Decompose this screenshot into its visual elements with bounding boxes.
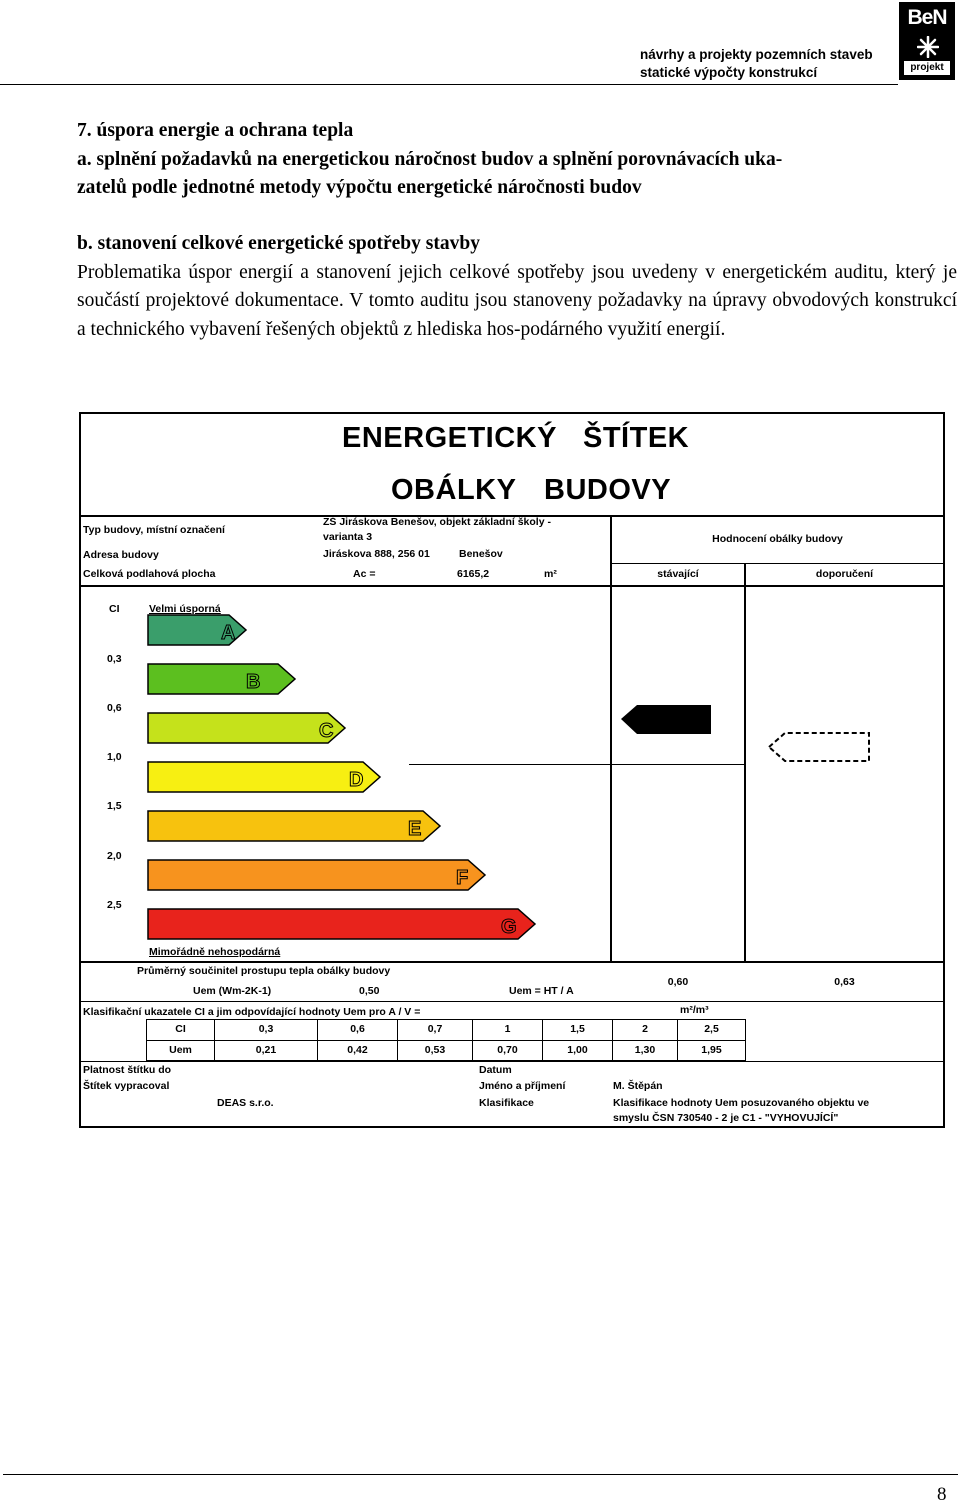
classification-indicators-label: Klasifikační ukazatele CI a jim odpovídající hodnoty Uem pro A / V = [83,1006,421,1018]
recommended-value: 0,63 [834,976,855,988]
uem-row-label: Uem [169,1044,192,1056]
energy-class-arrows [81,414,943,961]
class-arrow-g-shape [148,909,535,939]
logo-subtext: projekt [904,61,950,75]
company-tagline-1: návrhy a projekty pozemních staveb [640,47,873,62]
label-title-stitek: ŠTÍTEK [583,422,690,454]
bottom-divider-1 [81,1001,943,1002]
ci-cell-4: 1 [504,1023,511,1035]
class-arrow-e-letter: E [408,818,422,840]
address-value-2: Benešov [459,548,503,560]
scale-bottom-divider [81,961,943,963]
class-arrow-c [148,713,345,743]
class-arrow-d [148,762,380,792]
ci-cell-5: 1,5 [570,1023,585,1035]
area-label: Celková podlahová plocha [83,568,216,580]
av-unit: m²/m³ [680,1004,709,1016]
issued-by-label: Štítek vypracoval [83,1080,170,1092]
header-rule [0,84,898,85]
class-arrow-b-letter: B [246,671,261,693]
uem-value: 0,50 [359,985,380,997]
subsection-b-title: b. stanovení celkové energetické spotřeby stavby [77,233,480,254]
ci-tick-6: 2,5 [107,899,122,911]
building-type-label: Typ budovy, místní označení [83,524,225,536]
ci-uem-table [146,1019,746,1061]
ci-tick-1: 0,3 [107,653,122,665]
ci-cell-7: 2,5 [704,1023,719,1035]
area-unit: m² [544,568,557,580]
logo-text: BeN [907,6,947,29]
name-label: Jméno a příjmení [479,1080,566,1092]
class-arrow-c-letter: C [319,720,334,742]
top-class-label: Velmi úsporná [149,603,221,615]
avg-coefficient-label: Průměrný součinitel prostupu tepla obálky budovy [137,965,391,977]
company-logo [899,2,955,80]
label-title-energeticky: ENERGETICKÝ [342,422,557,454]
issuer-name: DEAS s.r.o. [217,1097,274,1109]
recommended-rating-arrow [769,733,869,761]
uem-cell-3: 0,53 [424,1044,446,1056]
uem-cell-6: 1,30 [634,1044,656,1056]
ci-row-label: CI [175,1023,186,1035]
label-title-budovy: BUDOVY [544,474,672,506]
section-title: 7. úspora energie a ochrana tepla [77,120,354,141]
building-type-value-1: ZŠ Jiráskova Benešov, objekt základní školy - [323,516,551,528]
classification-value-2: smyslu ČSN 730540 - 2 je C1 - "VYHOVUJÍCÍ" [613,1112,839,1124]
class-arrow-b-shape [148,664,295,694]
uem-cell-2: 0,42 [347,1044,368,1056]
class-arrow-b [148,664,295,694]
bottom-class-label: Mimořádně nehospodárná [149,946,281,958]
address-label: Adresa budovy [83,549,159,561]
class-arrow-d-shape [148,762,380,792]
ci-cell-3: 0,7 [427,1023,443,1035]
star-icon [917,36,939,58]
rating-header: Hodnocení obálky budovy [712,533,843,545]
label-title-obalky: OBÁLKY [391,474,517,506]
validity-label: Platnost štítku do [83,1064,172,1076]
ci-cell-6: 2 [642,1023,648,1035]
ci-cell-1: 0,3 [258,1023,274,1035]
area-value: 6165,2 [457,568,490,580]
footer-rule [3,1474,958,1475]
column-recommended-header: doporučení [815,568,874,580]
ci-tick-4: 1,5 [107,800,122,812]
ci-scale-header: CI [109,603,120,615]
ci-cell-2: 0,6 [350,1023,365,1035]
class-arrow-f-letter: F [456,867,469,889]
ci-tick-3: 1,0 [107,751,122,763]
subsection-a-line1: a. splnění požadavků na energetickou náročnost budov a splnění porovnávacích uka- [77,149,783,170]
class-arrow-d-letter: D [349,769,364,791]
date-label: Datum [479,1064,512,1076]
uem-formula: Uem = HT / A [509,985,574,997]
uem-cell-5: 1,00 [567,1044,588,1056]
ci-tick-5: 2,0 [107,850,122,862]
subsection-a-line2: zatelů podle jednotné metody výpočtu energetické náročnosti budov [77,177,642,198]
energy-label [79,412,945,1128]
ci-tick-2: 0,6 [107,702,122,714]
existing-value: 0,60 [667,976,689,988]
class-arrow-f-shape [148,860,485,890]
classification-label: Klasifikace [479,1097,534,1109]
class-arrow-g [148,909,535,939]
class-arrow-c-shape [148,713,345,743]
class-arrow-e-shape [148,811,440,841]
bottom-divider-2 [81,1061,943,1062]
column-existing-header: stávající [657,568,699,580]
body-paragraph: Problematika úspor energií a stanovení jejich celkové spotřeby jsou uvedeny v energetickém auditu, který je součástí projektové dokumentace. V tomto auditu jsou stanoveny požadavky na úpravy obvodových konstrukcí a technického vybavení řešených objektů z hlediska hos-podárného využití energií. [77,262,957,340]
class-arrow-e [148,811,440,841]
page-number: 8 [937,1484,947,1505]
class-arrow-a-letter: A [221,622,236,644]
uem-cell-4: 0,70 [497,1044,518,1056]
address-value-1: Jiráskova 888, 256 01 [323,548,430,560]
area-symbol: Ac = [353,568,376,580]
classification-value-1: Klasifikace hodnoty Uem posuzovaného objektu ve [613,1097,870,1109]
building-type-value-2: varianta 3 [323,531,373,543]
class-arrow-g-letter: G [501,916,517,938]
uem-label: Uem (Wm-2K-1) [193,985,272,997]
table-row-divider [147,1040,745,1041]
class-arrow-a [148,615,246,645]
existing-rating-arrow [621,705,711,734]
company-tagline-2: statické výpočty konstrukcí [640,65,818,80]
uem-cell-1: 0,21 [255,1044,277,1056]
class-arrow-f [148,860,485,890]
uem-cell-7: 1,95 [701,1044,722,1056]
name-value: M. Štěpán [613,1080,663,1092]
